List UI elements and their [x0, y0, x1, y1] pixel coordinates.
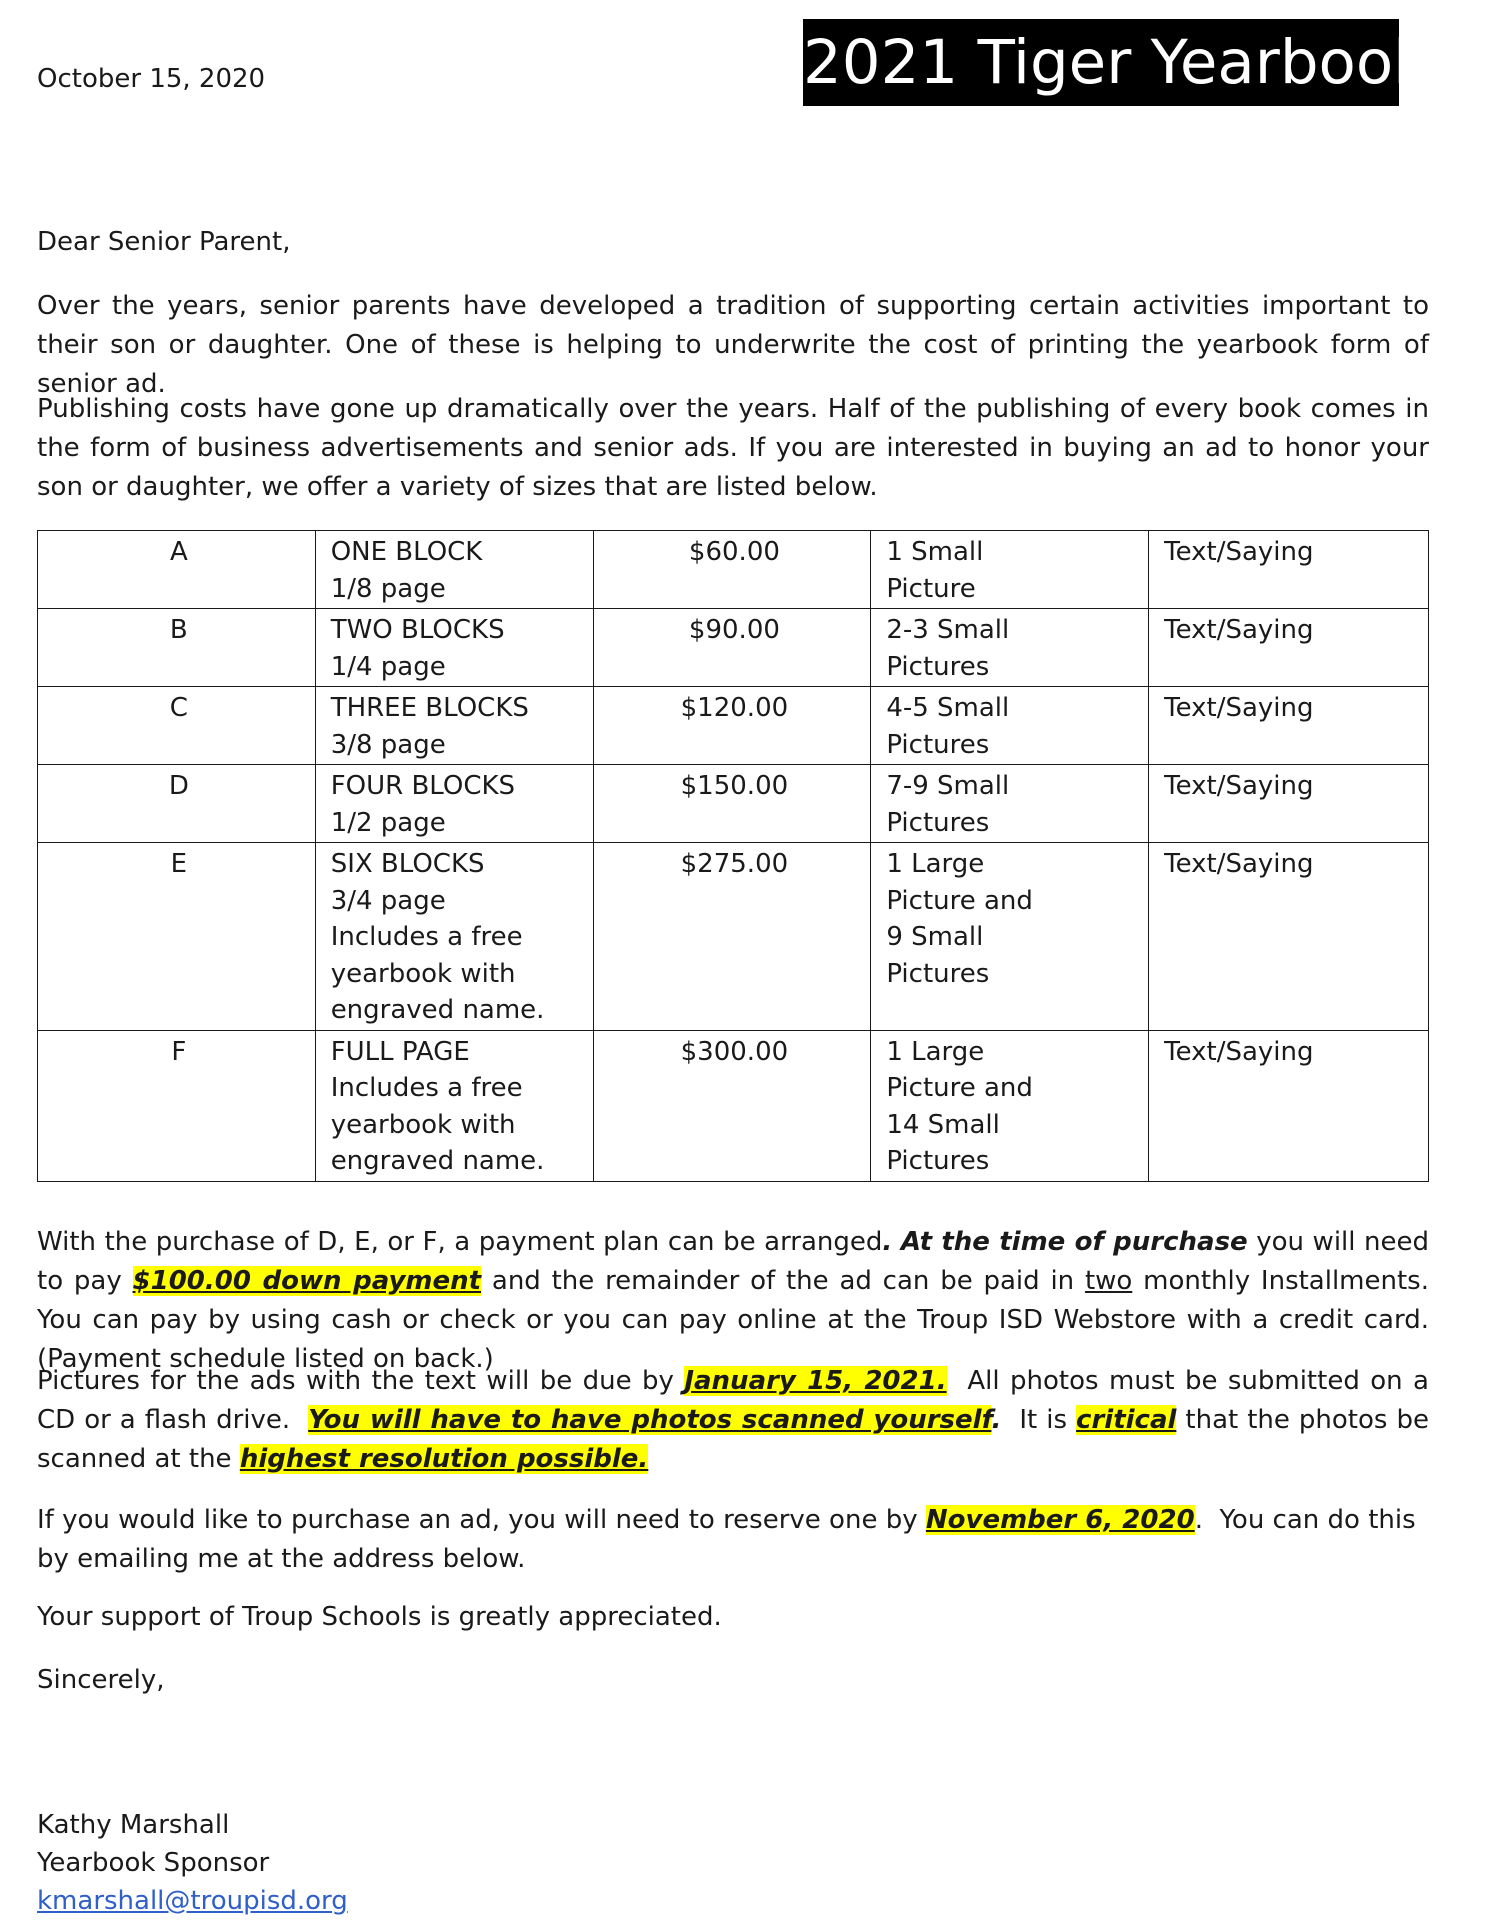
- page-title: 2021 Tiger Yearbook: [803, 27, 1429, 98]
- ad-size: TWO BLOCKS 1/4 page: [315, 609, 593, 687]
- ad-row-e: [38, 843, 1429, 1031]
- payment-text-8: monthly Installments. You can pay by using cash or check or you can pay online at the Troup ISD Webstore with a credit card. (Payment schedule listed on back.): [37, 1266, 1429, 1374]
- ad-option-letter: C: [38, 687, 316, 765]
- ad-row-d: [38, 765, 1429, 843]
- intro-paragraph: Over the years, senior parents have developed a tradition of supporting certain activities important to their son or daughter. One of these is helping to underwrite the cost of printing the yearbook form of senior ad.: [37, 291, 1429, 399]
- ad-pictures: 1 Large Picture and 9 Small Pictures: [871, 843, 1149, 1031]
- ad-size: ONE BLOCK 1/8 page: [315, 531, 593, 609]
- ad-price: $120.00: [593, 687, 871, 765]
- resolution-highlight: highest resolution possible.: [239, 1444, 649, 1474]
- ad-text-saying: Text/Saying: [1149, 687, 1429, 765]
- scan-yourself-highlight: You will have to have photos scanned yourself: [308, 1405, 992, 1435]
- costs-paragraph: Publishing costs have gone up dramatically over the years. Half of the publishing of every book comes in the form of business advertisements and senior ads. If you are interested in buying an ad to honor your son or daughter, we offer a variety of sizes that are listed below.: [37, 394, 1429, 502]
- ad-size: SIX BLOCKS 3/4 page Includes a free yearbook with engraved name.: [315, 843, 593, 1031]
- ad-price: $90.00: [593, 609, 871, 687]
- ad-pricing-table: [37, 530, 1429, 1182]
- ad-row-b: [38, 609, 1429, 687]
- ad-row-f: [38, 1030, 1429, 1181]
- ad-text-saying: Text/Saying: [1149, 843, 1429, 1031]
- ad-price: $150.00: [593, 765, 871, 843]
- ad-option-letter: A: [38, 531, 316, 609]
- sincerely-line: Sincerely,: [37, 1665, 165, 1695]
- pictures-text-5: .: [991, 1405, 1002, 1435]
- ad-pictures: 2-3 Small Pictures: [871, 609, 1149, 687]
- ad-price: $300.00: [593, 1030, 871, 1181]
- ad-price: $275.00: [593, 843, 871, 1031]
- support-line: Your support of Troup Schools is greatly appreciated.: [37, 1602, 722, 1632]
- ad-pictures: 4-5 Small Pictures: [871, 687, 1149, 765]
- critical-highlight: critical: [1076, 1405, 1177, 1435]
- ad-size: FULL PAGE Includes a free yearbook with engraved name.: [315, 1030, 593, 1181]
- ad-option-letter: F: [38, 1030, 316, 1181]
- signature-role: Yearbook Sponsor: [37, 1848, 270, 1878]
- ad-text-saying: Text/Saying: [1149, 1030, 1429, 1181]
- ad-option-letter: B: [38, 609, 316, 687]
- ad-size: THREE BLOCKS 3/8 page: [315, 687, 593, 765]
- ad-text-saying: Text/Saying: [1149, 531, 1429, 609]
- pictures-text-3: All photos must be submitted on a CD or a flash drive.: [37, 1366, 1438, 1435]
- payment-emphasis: At the time of purchase: [900, 1227, 1248, 1257]
- salutation: Dear Senior Parent,: [37, 227, 291, 257]
- signature-email-link[interactable]: kmarshall@troupisd.org: [37, 1886, 348, 1916]
- reserve-paragraph: [37, 1501, 1429, 1579]
- payment-text-6: and the remainder of the ad can be paid in: [481, 1266, 1085, 1296]
- pictures-paragraph: [37, 1362, 1438, 1479]
- pictures-text-6: It is: [1001, 1405, 1077, 1435]
- pictures-text-8: that the photos be scanned at the: [37, 1405, 1429, 1474]
- ad-option-letter: E: [38, 843, 316, 1031]
- payment-installments-count: two: [1084, 1266, 1133, 1296]
- reserve-date-highlight: November 6, 2020: [925, 1505, 1195, 1535]
- payment-text-4: you will need to pay: [37, 1227, 1430, 1296]
- ad-text-saying: Text/Saying: [1149, 609, 1429, 687]
- letter-date: October 15, 2020: [37, 64, 266, 94]
- payment-paragraph: [37, 1223, 1429, 1379]
- ad-option-letter: D: [38, 765, 316, 843]
- ad-row-c: [38, 687, 1429, 765]
- down-payment-highlight: $100.00 down payment: [132, 1266, 482, 1296]
- ad-price: $60.00: [593, 531, 871, 609]
- reserve-text-3: . You can do this by emailing me at the address below.: [37, 1505, 1424, 1574]
- pictures-text-1: Pictures for the ads with the text will be due by: [37, 1366, 685, 1396]
- ad-pictures: 7-9 Small Pictures: [871, 765, 1149, 843]
- ad-pictures: 1 Large Picture and 14 Small Pictures: [871, 1030, 1149, 1181]
- ad-size: FOUR BLOCKS 1/2 page: [315, 765, 593, 843]
- payment-text-1: With the purchase of D, E, or F, a payment plan can be arranged: [37, 1227, 883, 1257]
- ad-pictures: 1 Small Picture: [871, 531, 1149, 609]
- payment-text-2: .: [882, 1227, 893, 1257]
- signature-name: Kathy Marshall: [37, 1810, 230, 1840]
- title-banner: [803, 19, 1429, 106]
- ad-row-a: [38, 531, 1429, 609]
- pictures-due-date-highlight: January 15, 2021.: [684, 1366, 947, 1396]
- reserve-text-1: If you would like to purchase an ad, you will need to reserve one by: [37, 1505, 926, 1535]
- ad-text-saying: Text/Saying: [1149, 765, 1429, 843]
